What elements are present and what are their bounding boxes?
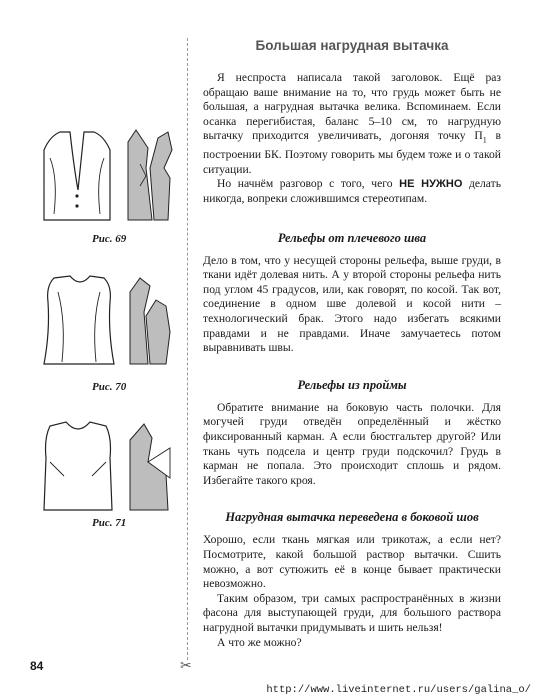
side-dart-pattern-illustration (40, 418, 190, 518)
article-column (203, 38, 501, 650)
emphasis-not-needed: НЕ НУЖНО (399, 178, 463, 191)
page-number: 84 (30, 659, 44, 673)
section-title-side-dart: Нагрудная вытачка переведена в боковой шов (225, 510, 479, 525)
intro-paragraph-1: Я неспроста написала такой заголовок. Ещё раз обращаю ваше внимание на то, что грудь может быть не большая, а нагрудная вытачка велика. Вспоминаем. Если осанка перегибистая, баланс 5–10 см, то нагрудную вытачку приходится увеличивать, догоняя точку $П_1$ в построении БК. Поэтому говорить мы будем тоже и о такой ситуации. (203, 71, 502, 176)
figure-70 (40, 272, 190, 372)
section-text-shoulder-reliefs: Дело в том, что у несущей стороны рельефа, выше груди, в ткани идёт долевая нить. А у второй стороны рельефа нить под углом 45 градусов, или, как говорят, по косой. Так вот, соединение в одном шве долевой и косой нити – технологический брак. Этого надо избегать всякими правдами и не правдами. Иначе замучаетесь потом выравнивать швы. (203, 253, 501, 355)
section-text-side-dart-3: А что же можно? (217, 635, 302, 649)
figure-71-caption: Рис. 71 (92, 517, 127, 529)
source-watermark: http://www.liveinternet.ru/users/galina_o/ (266, 684, 531, 696)
section-text-side-dart-2: Таким образом, три самых распространённых в жизни фасона для выступающей груди, для большого раствора нагрудной вытачки придумывать и шить нельзя! (203, 591, 501, 634)
vest-pattern-illustration (40, 128, 190, 228)
page-heading: Большая нагрудная вытачка (255, 38, 449, 53)
figure-71 (40, 418, 190, 518)
figure-70-caption: Рис. 70 (92, 381, 127, 393)
intro-paragraph-2: Но начнём разговор с того, чего НЕ НУЖНО делать никогда, вопреки сложившимся стереотипам. (203, 177, 502, 206)
section-text-side-dart-1: Хорошо, если ткань мягкая или трикотаж, а если нет? Посмотрите, какой большой раствор вытачки. Сшить можно, а вот сутюжить её в конце бывает практически невозможно. (203, 533, 501, 591)
cut-line-divider (187, 38, 188, 660)
scissors-icon: ✂ (180, 658, 192, 674)
bodice-pattern-illustration (40, 272, 190, 372)
figure-69 (40, 128, 190, 228)
section-text-armhole-reliefs: Обратите внимание на боковую часть полочки. Для могучей груди отведён определённый и жёстко фиксированный карман. А если бюстгальтер другой? Или ткань чуть подсела и центр груди подскочил? Грудь в карман не попала. Это происходит сплошь и рядом. Избегайте такого кроя. (203, 400, 501, 487)
section-title-shoulder-reliefs: Рельефы от плечевого шва (277, 230, 427, 245)
point-subscript: 1 (482, 135, 487, 145)
figure-69-caption: Рис. 69 (92, 233, 127, 245)
section-title-armhole-reliefs: Рельефы из проймы (297, 377, 407, 392)
